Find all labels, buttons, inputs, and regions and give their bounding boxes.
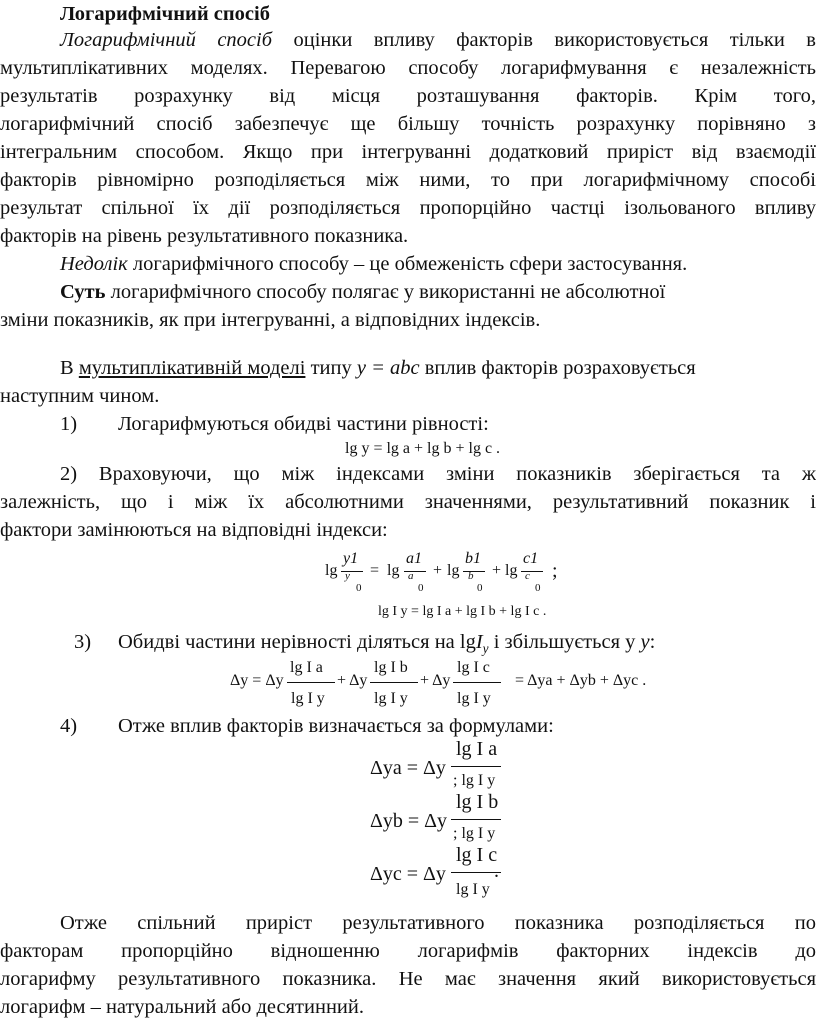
p1-line-1-text: оцінки впливу факторів використовується тільки в	[272, 29, 816, 51]
eq5-bar-b	[451, 819, 501, 820]
eq2-b0: b	[468, 570, 474, 582]
eq2-zero-c: 0	[535, 582, 541, 594]
eq2-zero-a: 0	[418, 582, 424, 594]
step-2-line-3: фактори замінюються на відповідні індекси:	[0, 519, 388, 541]
p1-line-4: логарифмічний спосіб забезпечує ще більшу точність розрахунку порівняно з	[0, 113, 816, 135]
p2-text: логарифмічного способу – це обмеженість сфери застосування.	[127, 253, 688, 275]
p4-mid: типу	[305, 357, 357, 379]
eq2-plus-2: +	[492, 562, 502, 579]
eq2-a1: a1	[406, 550, 422, 567]
p5-line-2: факторам пропорційно відношенню логарифмів факторних індексів до	[0, 940, 816, 962]
eq5-num-b: lg I b	[456, 791, 499, 813]
step-3-iy: I	[475, 631, 483, 653]
eq5-num-c: lg I c	[456, 844, 498, 866]
eq4-num-b: lg I b	[374, 659, 408, 676]
eq2-lg-b: lg	[447, 562, 460, 579]
eq2-c1: c1	[523, 550, 539, 567]
step-4-text: Отже вплив факторів визначається за формулами:	[118, 715, 554, 737]
p1-line-3: результатів розрахунку від місця розташування факторів. Крім того,	[0, 85, 816, 107]
eq2-c0: c	[525, 570, 530, 582]
eq2-y1: y1	[343, 550, 359, 567]
eq5-dya: Δya = Δy	[370, 757, 446, 779]
section-heading: Логарифмічний спосіб	[60, 3, 270, 25]
eq4-lhs: Δy = Δy	[230, 672, 284, 689]
eq4-bar-b	[370, 682, 418, 683]
p1-line-7: результат спільної їх дії розподіляється пропорційно частці ізольованого впливу	[0, 197, 816, 219]
term-essence: Суть	[60, 281, 106, 303]
p4-line-2: наступним чином.	[0, 385, 160, 407]
p3-line-2: зміни показників, як при інтегруванні, а відповідних індексів.	[0, 309, 541, 331]
term-log-method: Логарифмічний спосіб	[60, 29, 273, 51]
step-4-number: 4)	[60, 715, 78, 737]
step-3-text	[118, 630, 816, 661]
step-3-pre: Обидві частини нерівності діляться на lg	[118, 631, 476, 653]
eq2-lg-a: lg	[387, 562, 400, 579]
term-multiplicative-model: мультиплікативній моделі	[78, 357, 306, 379]
eq4-bar-a	[287, 682, 335, 683]
step-3-iy-sub: y	[482, 641, 489, 657]
step-2-line-1: 2) Враховуючи, що між індексами зміни показників зберігається та ж	[60, 463, 816, 485]
eq2-equals: =	[370, 562, 380, 579]
p1-line-1	[60, 28, 816, 52]
p4-post: вплив факторів розраховується	[419, 357, 696, 379]
eq5-den-c: lg I y	[456, 881, 490, 898]
p3-line-1	[60, 280, 816, 304]
step-2-line-2: залежність, що і між їх абсолютними значеннями, результативний показник і	[0, 491, 816, 513]
p5-line-3: логарифму результативного показника. Не має значення який використовується	[0, 968, 816, 990]
eq2-plus-1: +	[433, 562, 443, 579]
eq4-plus-2: + Δy	[420, 672, 451, 689]
eq2-lg-c: lg	[505, 562, 518, 579]
p1-line-6: факторів рівномірно розподіляється між ними, то при логарифмічному способі	[0, 169, 816, 191]
eq5-bar-a	[451, 766, 501, 767]
step-1-number: 1)	[60, 413, 78, 435]
eq4-num-c: lg I c	[457, 659, 490, 676]
eq2-b1: b1	[465, 550, 481, 567]
equation-3: lg I y = lg I a + lg I b + lg I c .	[378, 604, 547, 619]
p1-line-5: інтегральним способом. Якщо при інтегруванні додатковий приріст від взаємодії	[0, 141, 816, 163]
eq2-a0: a	[408, 570, 414, 582]
step-3-number: 3)	[74, 631, 92, 653]
step-3-y: y	[640, 631, 650, 653]
eq4-num-a: lg I a	[290, 659, 323, 676]
eq5-dyc: Δyc = Δy	[370, 863, 446, 885]
p3-line-1-text: логарифмічного способу полягає у використанні не абсолютної	[105, 281, 666, 303]
eq5-num-a: lg I a	[456, 738, 498, 760]
term-drawback: Недолік	[60, 253, 128, 275]
eq2-zero-y: 0	[356, 582, 362, 594]
step-3-post: і збільшується у	[488, 631, 641, 653]
step-3-colon: :	[649, 631, 656, 653]
eq4-rhs: = Δya + Δyb + Δyc .	[515, 672, 647, 689]
eq4-den-c: lg I y	[457, 690, 491, 707]
p1-line-2: мультиплікативних моделях. Перевагою способу логарифмування є незалежність	[0, 57, 816, 79]
p2-line	[60, 252, 816, 276]
step-1-text: Логарифмуються обидві частини рівності:	[118, 413, 489, 435]
p4-line-1	[60, 356, 816, 380]
eq4-den-a: lg I y	[291, 690, 325, 707]
p4-pre: В	[60, 357, 79, 379]
eq4-bar-c	[453, 682, 501, 683]
eq5-dyb: Δyb = Δy	[370, 810, 448, 832]
eq5-den-b: ; lg I y	[453, 825, 496, 842]
equation-1: lg y = lg a + lg b + lg c .	[345, 440, 501, 457]
eq4-den-b: lg I y	[374, 690, 408, 707]
p5-line-4: логарифм – натуральний або десятинний.	[0, 996, 364, 1018]
eq5-dot: .	[494, 860, 499, 882]
model-formula: y = abc	[356, 357, 420, 379]
eq2-bar-b	[463, 571, 485, 572]
eq2-zero-b: 0	[477, 582, 483, 594]
eq2-lg-y: lg	[325, 562, 338, 579]
eq2-semicolon: ;	[552, 560, 558, 582]
p5-line-1: Отже спільний приріст результативного показника розподіляється по	[60, 912, 816, 934]
eq4-plus-1: + Δy	[337, 672, 368, 689]
p1-line-8: факторів на рівень результативного показника.	[0, 225, 409, 247]
eq2-y0: y	[345, 570, 350, 582]
eq5-den-a: ; lg I y	[453, 772, 496, 789]
